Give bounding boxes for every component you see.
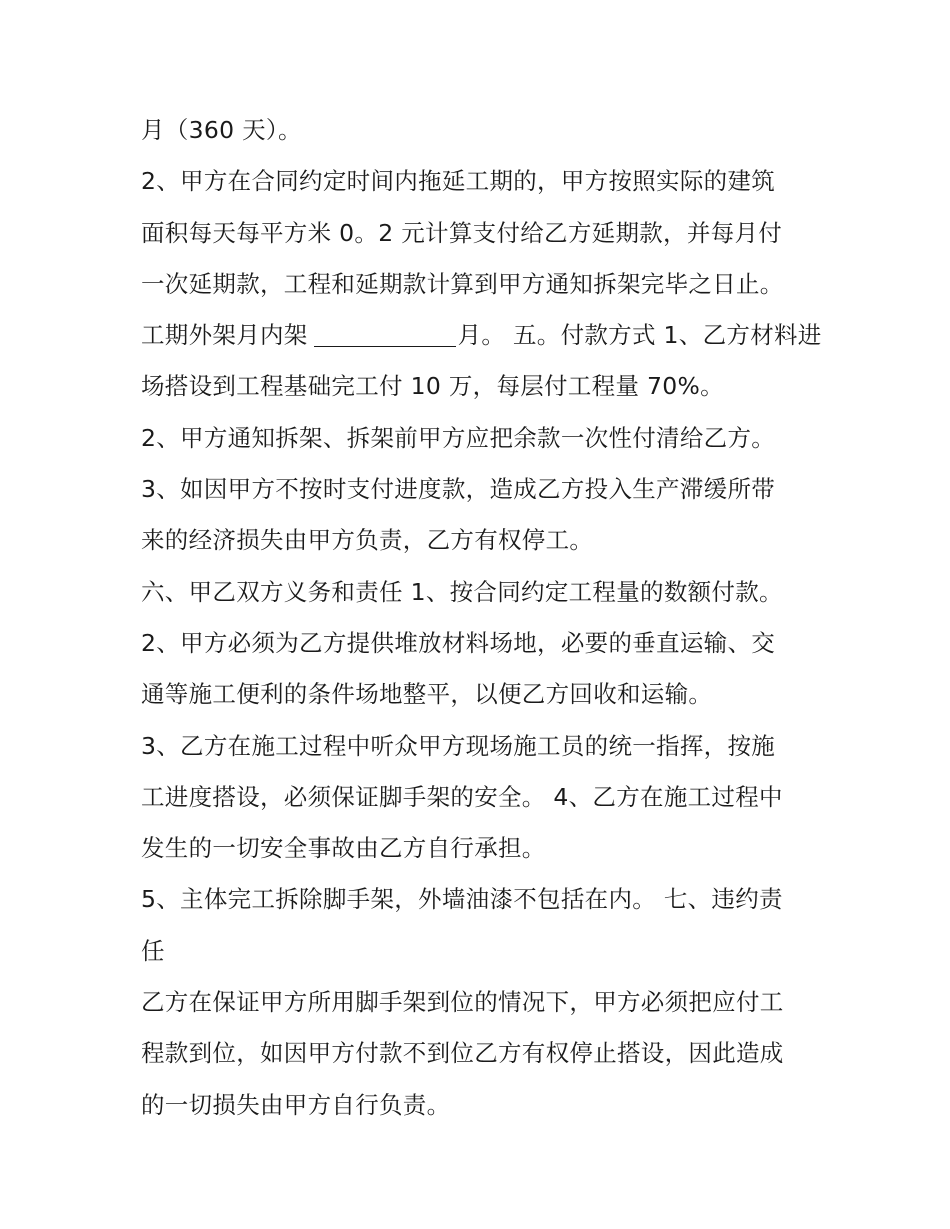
text-line-with-blank [141, 310, 821, 361]
text-line: 场搭设到工程基础完工付 10 万，每层付工程量 70%。 [141, 372, 724, 401]
text-line: 2、甲方在合同约定时间内拖延工期的，甲方按照实际的建筑 [141, 167, 776, 196]
fill-in-blank [314, 324, 456, 347]
text-line: 面积每天每平方米 0。2 元计算支付给乙方延期款，并每月付 [141, 218, 783, 247]
text-line: 工进度搭设，必须保证脚手架的安全。 4、乙方在施工过程中 [141, 782, 783, 811]
text-line: 来的经济损失由甲方负责，乙方有权停工。 [141, 526, 594, 555]
text-line: 任 [141, 936, 165, 965]
text-line: 一次延期款，工程和延期款计算到甲方通知拆架完毕之日止。 [141, 269, 784, 298]
text-line: 2、甲方必须为乙方提供堆放材料场地，必要的垂直运输、交 [141, 628, 776, 657]
text-line: 程款到位，如因甲方付款不到位乙方有权停止搭设，因此造成 [141, 1039, 784, 1068]
text-after-blank: 月。 五。付款方式 1、乙方材料进 [457, 321, 822, 350]
text-line: 六、甲乙双方义务和责任 1、按合同约定工程量的数额付款。 [141, 577, 783, 606]
text-line: 的一切损失由甲方自行负责。 [141, 1090, 451, 1119]
text-line: 3、如因甲方不按时支付进度款，造成乙方投入生产滞缓所带 [141, 475, 776, 504]
text-line: 5、主体完工拆除脚手架，外墙油漆不包括在内。 七、违约责 [141, 885, 783, 914]
text-line: 2、甲方通知拆架、拆架前甲方应把余款一次性付清给乙方。 [141, 423, 776, 452]
contract-text-body [141, 105, 821, 1131]
text-line: 发生的一切安全事故由乙方自行承担。 [141, 834, 546, 863]
text-line: 3、乙方在施工过程中听众甲方现场施工员的统一指挥，按施 [141, 731, 776, 760]
text-line: 乙方在保证甲方所用脚手架到位的情况下，甲方必须把应付工 [141, 988, 784, 1017]
text-before-blank: 工期外架月内架 [141, 321, 308, 350]
text-line: 月（360 天）。 [141, 116, 302, 144]
text-line: 通等施工便利的条件场地整平，以便乙方回收和运输。 [141, 680, 713, 709]
